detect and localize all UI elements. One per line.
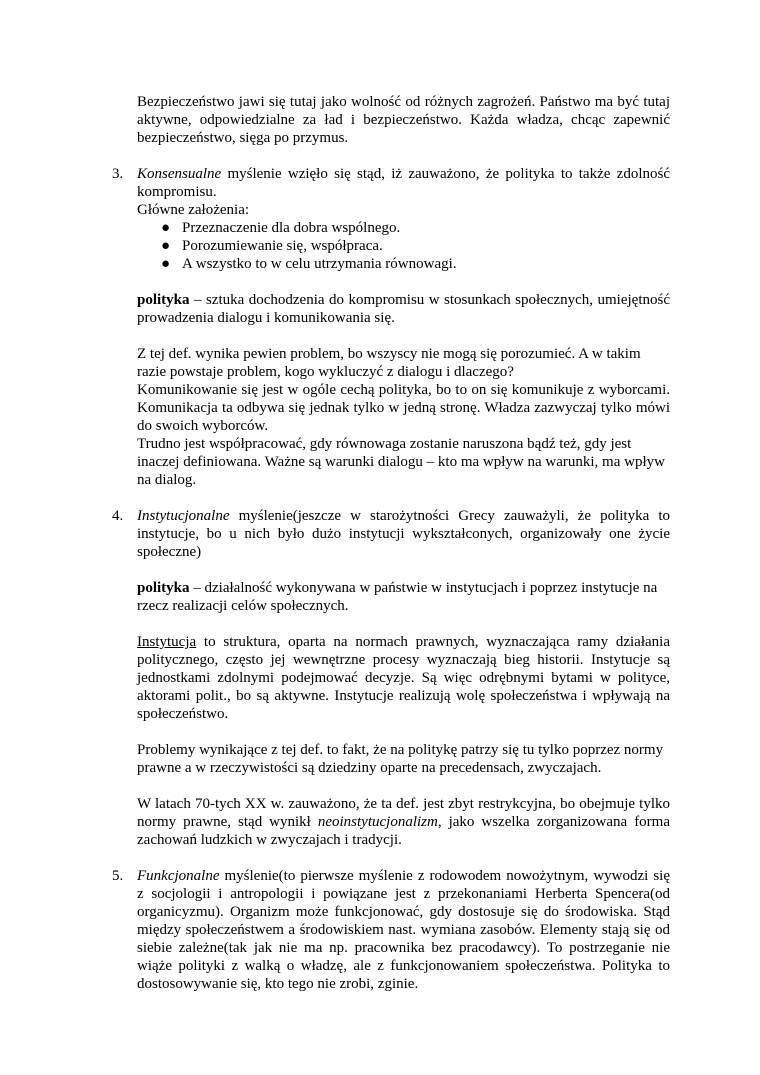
section-4-number: 4.	[112, 508, 124, 524]
list-item: ● A wszystko to w celu utrzymania równowagi.	[161, 256, 457, 272]
section-5	[112, 867, 670, 993]
bullet-icon: ●	[161, 256, 171, 272]
section-4	[112, 507, 671, 849]
section-4-intro: Instytucjonalne myślenie(jeszcze w starożytności Grecy zauważyli, że polityka to instytucje, bo u nich było dużo instytucji wykształconych, organizowały one życie społeczne)	[137, 508, 670, 560]
section-3-intro	[137, 165, 670, 201]
section-3-problem-1: Z tej def. wynika pewien problem, bo wszyscy nie mogą się porozumieć. A w takim razie powstaje problem, kogo wykluczyć z dialogu i dlaczego?	[137, 346, 641, 380]
page-content	[112, 93, 671, 993]
assumptions-list	[137, 219, 670, 273]
section-5-term: Funkcjonalne	[137, 868, 220, 884]
section-3-text: myślenie wzięło się stąd, iż zauważono, że polityka to także zdolność kompromisu.	[137, 166, 670, 200]
list-item: ● Porozumiewanie się, współpraca.	[161, 238, 383, 254]
bullet-icon: ●	[161, 238, 171, 254]
assumptions-label: Główne założenia:	[137, 202, 250, 218]
intro-paragraph: Bezpieczeństwo jawi się tutaj jako wolność od różnych zagrożeń. Państwo ma być tutaj aktywne, odpowiedzialne za ład i bezpieczeństwo. Każda władza, chcąc zapewnić bezpieczeństwo, sięga po przymus.	[137, 94, 670, 146]
section-4-problems: Problemy wynikające z tej def. to fakt, że na politykę patrzy się tu tylko poprzez normy prawne a w rzeczywistości są dziedziny oparte na precedensach, zwyczajach.	[137, 742, 664, 776]
list-item: ● Przeznaczenie dla dobra wspólnego.	[161, 220, 401, 236]
section-4-term: Instytucjonalne	[137, 508, 230, 524]
section-4-definition: polityka – działalność wykonywana w państwie w instytucjach i poprzez instytucje na rzecz realizacji celów społecznych.	[137, 580, 658, 614]
neoinstitutionalism-term: neoinstytucjonalizm	[317, 814, 438, 830]
section-4-neoinstitutionalism: W latach 70-tych XX w. zauważono, że ta def. jest zbyt restrykcyjna, bo obejmuje tylko normy prawne, stąd wynikł neoinstytucjonalizm, jako wszelka zorganizowana forma zachowań ludzkich w zwyczajach i tradycji.	[137, 796, 671, 848]
section-5-number: 5.	[112, 868, 124, 884]
institution-paragraph: Instytucja to struktura, oparta na normach prawnych, wyznaczająca ramy działania politycznego, często jej wewnętrzne procesy wyznaczają bieg historii. Instytucje są jednostkami zdolnymi podejmować decyzje. Są więc odrębnymi bytami w polityce, aktorami polit., bo są aktywne. Instytucje realizują wolę społeczeństwa i wpływają na społeczeństwo.	[137, 634, 670, 722]
bullet-icon: ●	[161, 220, 171, 236]
section-3-term: Konsensualne	[137, 166, 222, 182]
definition-term: polityka	[137, 580, 190, 596]
section-5-intro: Funkcjonalne myślenie(to pierwsze myślenie z rodowodem nowożytnym, wywodzi się z socjologii i antropologii i powiązane jest z przekonaniami Herberta Spencera(od organicyzmu). Organizm może funkcjonować, gdy dostosuje się do środowiska. Stąd między społeczeństwem a środowiskiem nast. wymiana zasobów. Elementy stają się od siebie zależne(tak jak nie ma np. pracownika bez pracodawcy). To postrzeganie nie wiąże polityki z walką o władzę, ale z funkcjonowaniem społeczeństwa. Polityka to dostosowywanie się, kto tego nie zrobi, zginie.	[137, 868, 670, 992]
definition-term: polityka	[137, 292, 190, 308]
section-3-problem-2: Komunikowanie się jest w ogóle cechą polityka, bo to on się komunikuje z wyborcami. Komunikacja ta odbywa się jednak tylko w jedną stronę. Władza zazwyczaj tylko mówi do swoich wyborców.	[137, 382, 670, 434]
section-3-number: 3.	[112, 166, 124, 182]
institution-term: Instytucja	[137, 634, 197, 650]
section-3-definition: polityka – sztuka dochodzenia do kompromisu w stosunkach społecznych, umiejętność prowadzenia dialogu i komunikowania się.	[137, 292, 670, 326]
section-3-problem-3: Trudno jest współpracować, gdy równowaga zostanie naruszona bądź też, gdy jest inaczej definiowana. Ważne są warunki dialogu – kto ma wpływ na warunki, ma wpływ na dialog.	[137, 436, 665, 488]
section-3	[112, 165, 670, 489]
